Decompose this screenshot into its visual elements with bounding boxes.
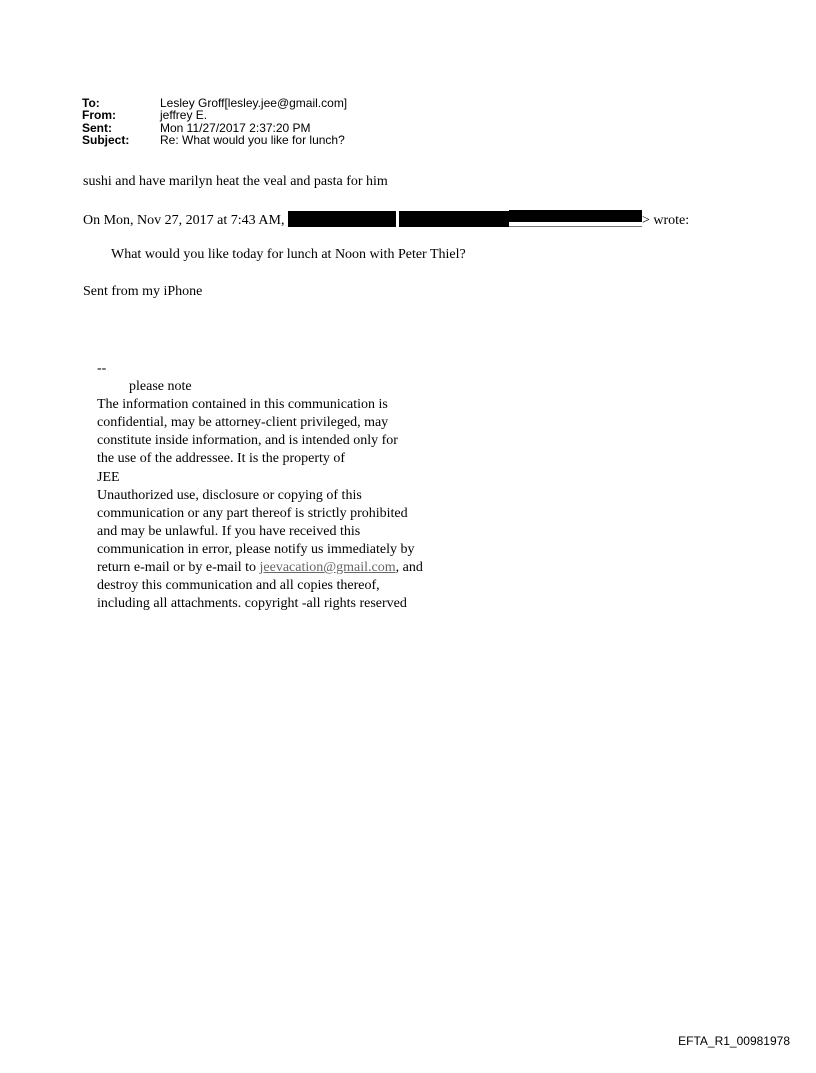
subject-label: Subject: (82, 132, 130, 147)
from-value: jeffrey E. (160, 108, 208, 123)
to-row (82, 97, 347, 109)
disclaimer-line: The information contained in this communication is (97, 397, 388, 413)
disclaimer-note: please note (129, 379, 192, 395)
disclaimer-line: constitute inside information, and is intended only for (97, 433, 398, 449)
quote-intro-suffix: > wrote: (641, 213, 690, 228)
disclaimer-email-line (97, 559, 423, 577)
subject-value: Re: What would you like for lunch? (160, 132, 345, 147)
sent-value: Mon 11/27/2017 2:37:20 PM (160, 120, 311, 135)
document-id: EFTA_R1_00981978 (678, 1034, 790, 1048)
contact-email-link[interactable]: jeevacation@gmail.com (259, 560, 396, 576)
redaction-block (509, 210, 642, 227)
disclaimer-line: the use of the addressee. It is the property of (97, 451, 346, 467)
quote-intro (83, 210, 689, 229)
to-label: To: (82, 96, 100, 110)
disclaimer-block (97, 360, 423, 613)
email-header (82, 97, 347, 146)
disclaimer-line: Unauthorized use, disclosure or copying of this (97, 487, 362, 503)
to-value: Lesley Groff[lesley.jee@gmail.com] (160, 96, 348, 110)
disclaimer-line: confidential, may be attorney-client privileged, may (97, 415, 389, 431)
disclaimer-line: and may be unlawful. If you have received this (97, 523, 361, 539)
redaction-block (399, 211, 509, 227)
email-line-prefix: return e-mail or by e-mail to (97, 560, 260, 576)
subject-row (82, 134, 347, 146)
disclaimer-line: including all attachments. copyright -all rights reserved (97, 596, 407, 612)
disclaimer-line: communication in error, please notify us immediately by (97, 541, 415, 557)
reply-text: sushi and have marilyn heat the veal and pasta for him (83, 174, 388, 189)
from-label: From: (82, 108, 116, 123)
quoted-message: What would you like today for lunch at Noon with Peter Thiel? (111, 247, 466, 262)
email-line-suffix: , and (395, 560, 423, 576)
from-row (82, 109, 347, 121)
signature-dashes: -- (97, 361, 107, 376)
sent-label: Sent: (82, 120, 112, 135)
disclaimer-line: destroy this communication and all copies thereof, (97, 578, 380, 594)
quote-intro-prefix: On Mon, Nov 27, 2017 at 7:43 AM, (83, 213, 288, 228)
disclaimer-line: JEE (97, 469, 120, 485)
redaction-block (288, 211, 396, 227)
signature: Sent from my iPhone (83, 284, 203, 299)
disclaimer-line: communication or any part thereof is strictly prohibited (97, 505, 408, 521)
